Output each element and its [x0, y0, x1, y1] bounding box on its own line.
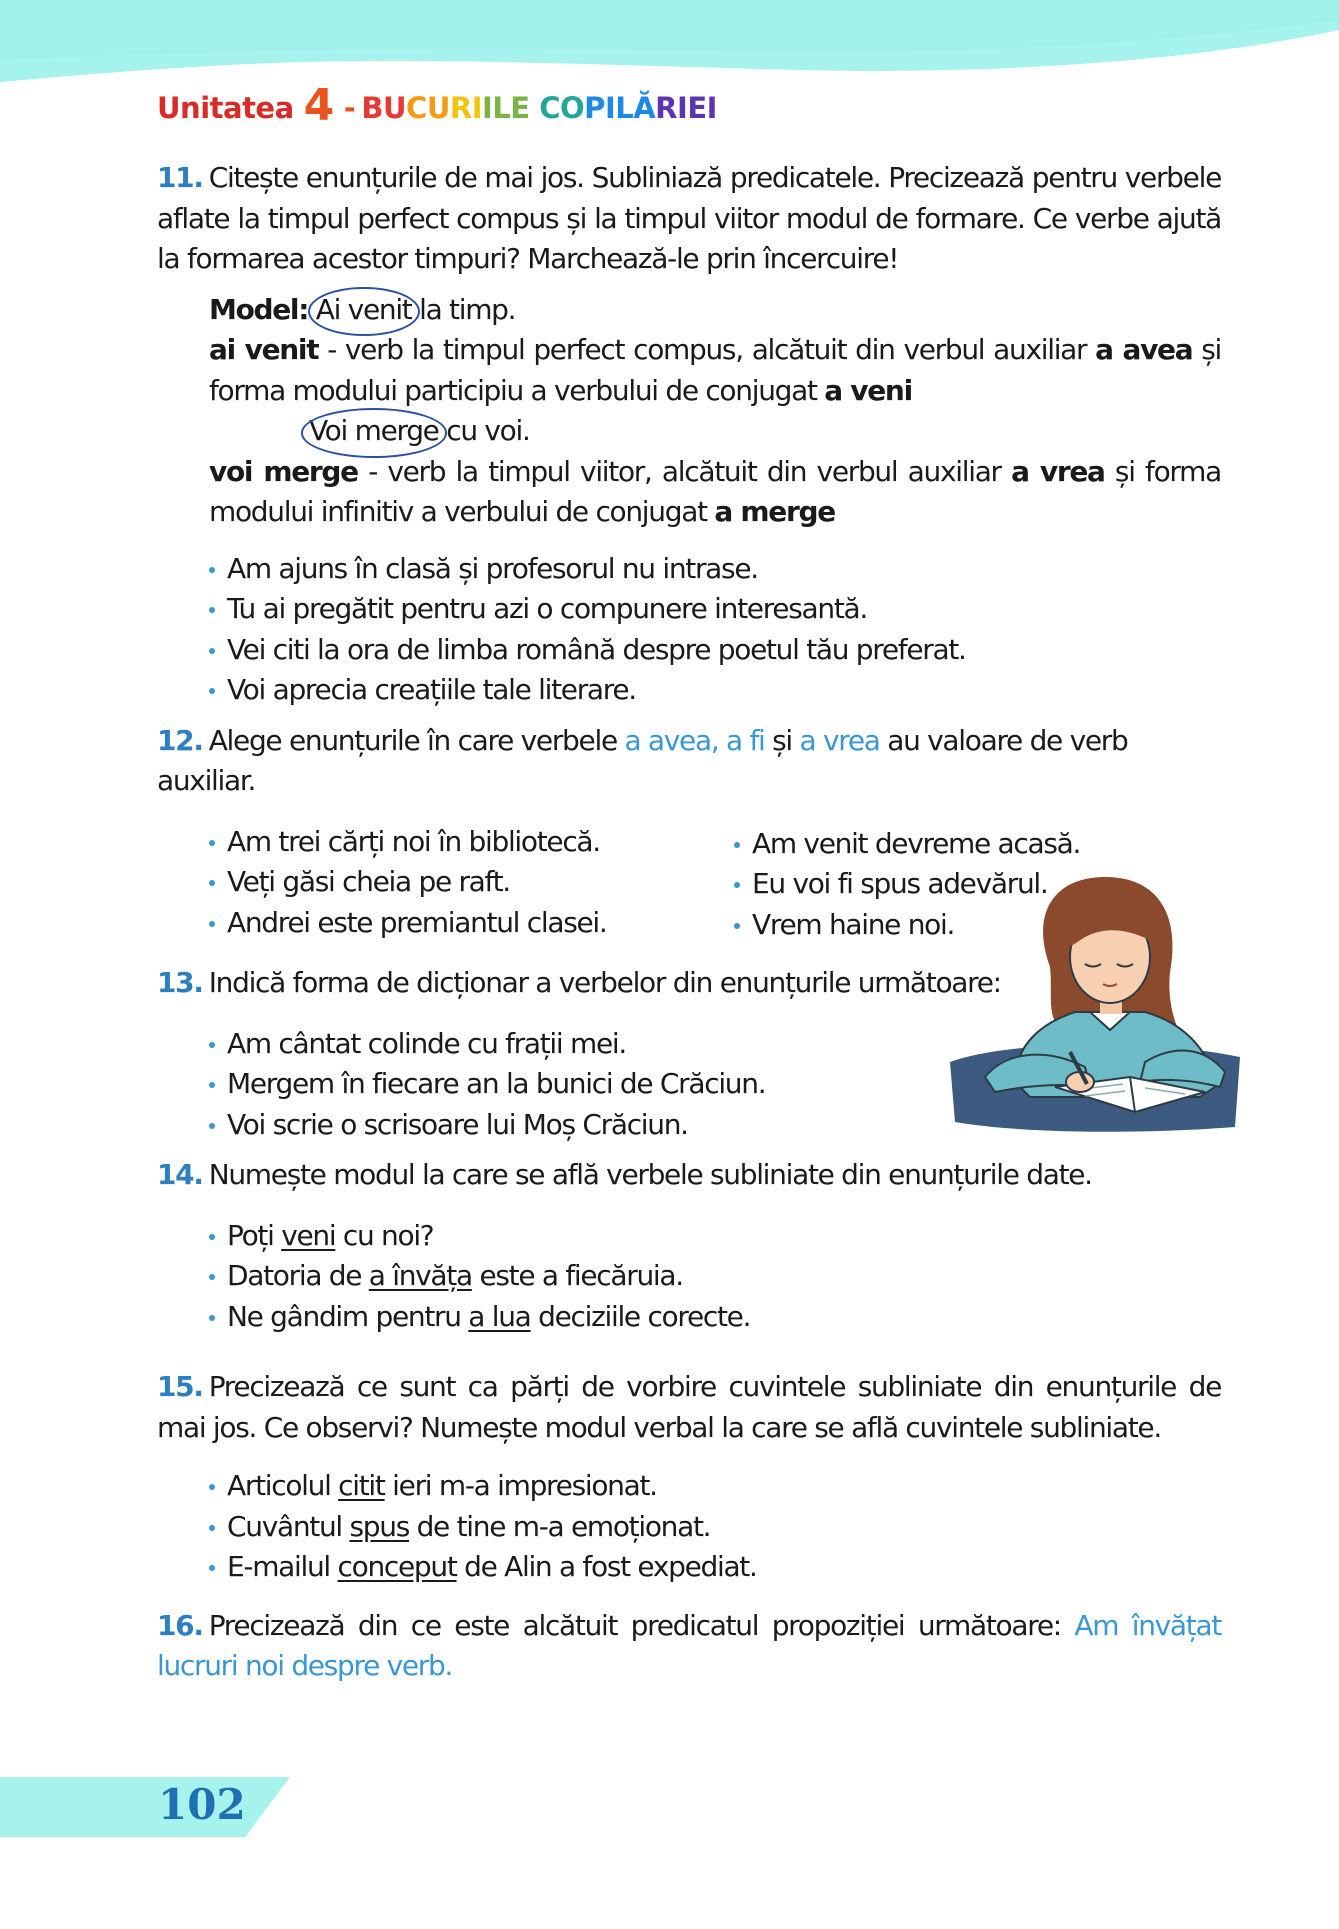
list-item: Am trei cărți noi în bibliotecă. — [209, 822, 734, 863]
exercise-15-list — [209, 1466, 1221, 1588]
list-item: Voi aprecia creațiile tale literare. — [209, 670, 1221, 711]
list-item: Am venit devreme acasă. — [734, 824, 1080, 865]
exercise-15-instruction: 15. Precizează ce sunt ca părți de vorbire cuvintele subliniate din enunțurile de mai jos. Ce observi? Numește modul verbal la care se află cuvintele subliniate. — [157, 1370, 1221, 1444]
exercise-14-instruction: 14. Numește modul la care se află verbele subliniate din enunțurile date. — [157, 1158, 1092, 1191]
exercise-11-instruction: 11. Citește enunțurile de mai jos. Subliniază predicatele. Precizează pentru verbele aflate la timpul perfect compus și la timpul viitor modul de formare. Ce verbe ajută la formarea acestor timpuri? Marchează-le prin încercuire! — [157, 161, 1221, 275]
exercise-number: 13. — [157, 966, 203, 999]
exercise-13-instruction: 13. Indică forma de dicționar a verbelor din enunțurile următoare: — [157, 966, 1001, 999]
underlined-word: a învăța — [368, 1259, 472, 1292]
exercise-12-instruction: 12. Alege enunțurile în care verbele a avea, a fi și a vrea au valoare de verb auxiliar. — [157, 723, 1128, 797]
underlined-word: conceput — [337, 1550, 457, 1583]
list-item: Mergem în fiecare an la bunici de Crăciun. — [209, 1064, 1221, 1105]
list-item: E-mailul conceput de Alin a fost expediat. — [209, 1547, 1221, 1588]
underlined-word: veni — [281, 1218, 336, 1252]
underlined-word: citit — [338, 1469, 385, 1502]
exercise-16-sentence: Am învățat lucruri noi despre verb. — [157, 1608, 1221, 1682]
list-item: Vrem haine noi. — [734, 905, 1080, 946]
girl-writing-illustration — [945, 872, 1245, 1137]
exercise-number: 16. — [157, 1608, 203, 1642]
list-item: Andrei este premiantul clasei. — [209, 903, 734, 944]
list-item: Ne gândim pentru a lua deciziile corecte. — [209, 1297, 1221, 1338]
page-number: 102 — [158, 1780, 246, 1829]
unit-header — [157, 78, 717, 129]
model-sentence-1: Model: Ai venit la timp. — [209, 290, 1221, 331]
model-explanation-1: ai venit - verb la timpul perfect compus, alcătuit din verbul auxiliar a avea și forma modului participiu a verbului de conjugat a veni — [209, 333, 1221, 407]
list-item: Eu voi fi spus adevărul. — [734, 864, 1080, 905]
list-item: Vei citi la ora de limba română despre poetul tău preferat. — [209, 630, 1221, 671]
unit-title: BUCURIILE COPILĂRIEI — [361, 91, 717, 125]
page-number-tab — [0, 1772, 290, 1842]
list-item: Articolul citit ieri m-a impresionat. — [209, 1466, 1221, 1507]
unit-dash: - — [343, 91, 356, 125]
list-item: Am ajuns în clasă și profesorul nu intrase. — [209, 549, 1221, 590]
circled-verb-1: Ai venit — [316, 290, 412, 331]
list-item: Voi scrie o scrisoare lui Moș Crăciun. — [209, 1105, 1221, 1146]
exercise-number: 15. — [157, 1370, 203, 1403]
exercise-16-instruction: 16. Precizează din ce este alcătuit predicatul propoziției următoare: Am învățat lucruri noi despre verb. — [157, 1608, 1221, 1682]
underlined-word: spus — [349, 1509, 409, 1543]
list-item: Cuvântul spus de tine m-a emoționat. — [209, 1507, 1221, 1548]
model-explanation-2: voi merge - verb la timpul viitor, alcătuit din verbul auxiliar a vrea și forma modului infinitiv a verbului de conjugat a merge — [209, 454, 1221, 528]
list-item: Am cântat colinde cu frații mei. — [209, 1024, 1221, 1065]
exercise-11-list — [209, 549, 1221, 711]
exercise-number: 11. — [157, 161, 203, 194]
model-sentence-2: Voi merge cu voi. — [209, 411, 1221, 452]
exercise-14-list — [209, 1216, 1221, 1338]
list-item: Poți veni cu noi? — [209, 1216, 1221, 1257]
underlined-word: a lua — [468, 1299, 531, 1333]
exercise-number: 12. — [157, 723, 203, 757]
unit-number: 4 — [303, 80, 334, 131]
list-item: Datoria de a învăța este a fiecăruia. — [209, 1256, 1221, 1297]
list-item: Veți găsi cheia pe raft. — [209, 862, 734, 903]
exercise-number: 14. — [157, 1158, 203, 1191]
list-item: Tu ai pregătit pentru azi o compunere interesantă. — [209, 589, 1221, 630]
exercise-11-model — [209, 290, 1221, 533]
circled-verb-2: Voi merge — [309, 411, 439, 452]
exercise-12-list-left — [209, 822, 734, 946]
unit-word: Unitatea — [157, 91, 294, 125]
